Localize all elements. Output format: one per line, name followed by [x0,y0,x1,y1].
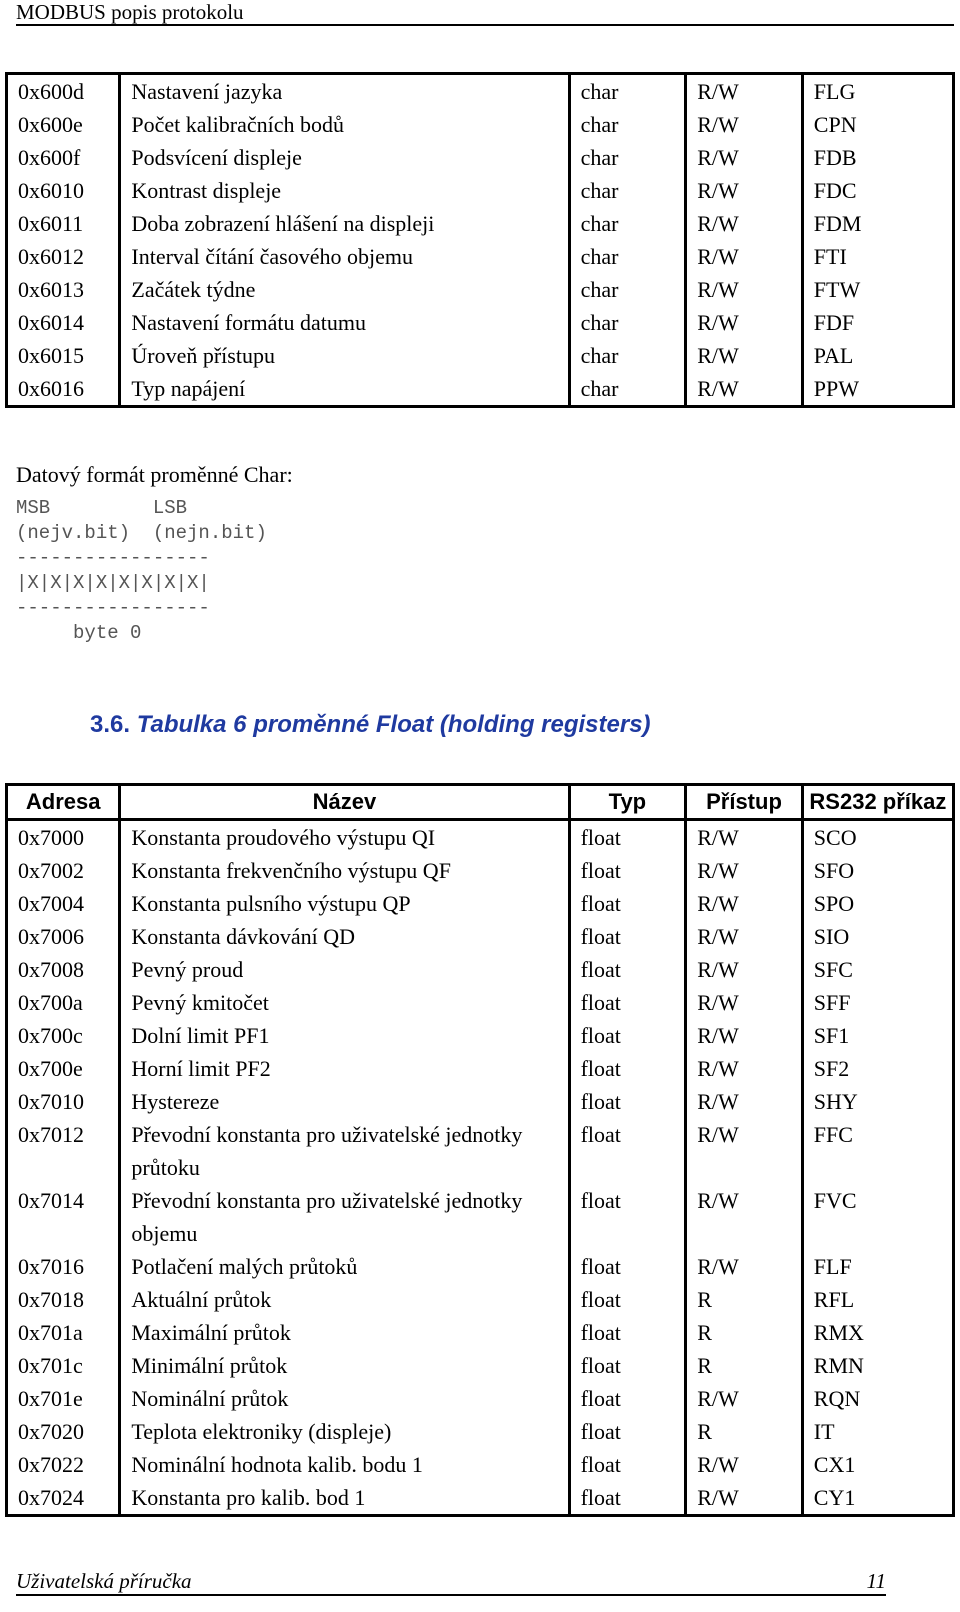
cell-type: char [569,306,686,339]
cell-address: 0x600f [18,145,81,170]
cell-name: Typ napájení [120,372,569,407]
cell-name: Aktuální průtok [120,1283,569,1316]
cell-type: float [569,1448,686,1481]
cell-command: RQN [802,1382,953,1415]
cell-name: Maximální průtok [120,1316,569,1349]
cell-command: SFF [802,986,953,1019]
cell-address: 0x700e [18,1056,83,1081]
cell-access: R [686,1283,803,1316]
table-row [7,141,954,174]
cell-address: 0x700c [18,1023,83,1048]
cell-command: SFO [802,854,953,887]
cell-name: Konstanta dávkování QD [120,920,569,953]
cell-name: Nominální průtok [120,1382,569,1415]
cell-address: 0x701a [18,1320,83,1345]
cell-type: char [569,240,686,273]
cell-name: Hystereze [120,1085,569,1118]
table-header-row [7,785,954,820]
cell-access: R/W [686,854,803,887]
cell-name: Potlačení malých průtoků [120,1250,569,1283]
cell-address: 0x7002 [18,858,84,883]
cell-type: float [569,1382,686,1415]
cell-command: FDB [802,141,953,174]
char-registers-table [5,72,955,408]
cell-command: FLF [802,1250,953,1283]
cell-access: R/W [686,1448,803,1481]
cell-type: float [569,1118,686,1184]
cell-type: char [569,108,686,141]
cell-command: SCO [802,820,953,855]
cell-address: 0x7000 [18,825,84,850]
cell-command: FDM [802,207,953,240]
cell-name: Doba zobrazení hlášení na displeji [120,207,569,240]
cell-access: R/W [686,240,803,273]
table-row [7,339,954,372]
cell-type: char [569,141,686,174]
cell-address: 0x7024 [18,1485,84,1510]
cell-name: Nominální hodnota kalib. bodu 1 [120,1448,569,1481]
table-row [7,1349,954,1382]
table-row [7,1382,954,1415]
cell-name: Dolní limit PF1 [120,1019,569,1052]
cell-access: R/W [686,306,803,339]
cell-type: float [569,986,686,1019]
cell-command: FVC [802,1184,953,1250]
table-row [7,953,954,986]
cell-access: R/W [686,1118,803,1184]
table-row [7,1019,954,1052]
table-row [7,1448,954,1481]
cell-command: CPN [802,108,953,141]
cell-access: R [686,1316,803,1349]
cell-command: RMX [802,1316,953,1349]
cell-address: 0x7004 [18,891,84,916]
cell-type: float [569,1052,686,1085]
cell-name: Pevný kmitočet [120,986,569,1019]
cell-name: Konstanta frekvenčního výstupu QF [120,854,569,887]
section-number: 3.6. [90,711,131,738]
cell-command: FLG [802,74,953,109]
cell-type: char [569,273,686,306]
section-heading [90,710,651,740]
table-row [7,1085,954,1118]
cell-access: R/W [686,1085,803,1118]
table-row [7,887,954,920]
cell-access: R/W [686,74,803,109]
table-row [7,306,954,339]
cell-address: 0x7022 [18,1452,84,1477]
cell-name: Teplota elektroniky (displeje) [120,1415,569,1448]
cell-command: SPO [802,887,953,920]
cell-address: 0x600e [18,112,83,137]
cell-access: R/W [686,1382,803,1415]
cell-name: Začátek týdne [120,273,569,306]
cell-access: R/W [686,986,803,1019]
cell-access: R/W [686,1019,803,1052]
cell-address: 0x7014 [18,1188,84,1213]
cell-access: R [686,1415,803,1448]
cell-command: IT [802,1415,953,1448]
cell-type: float [569,1283,686,1316]
cell-type: float [569,854,686,887]
cell-address: 0x6011 [18,211,84,236]
cell-access: R [686,1349,803,1382]
table-row [7,1250,954,1283]
cell-type: float [569,1019,686,1052]
cell-address: 0x6013 [18,277,84,302]
cell-address: 0x7016 [18,1254,84,1279]
cell-access: R/W [686,339,803,372]
cell-address: 0x701e [18,1386,83,1411]
cell-address: 0x7008 [18,957,84,982]
cell-address: 0x6014 [18,310,84,335]
table-row [7,1283,954,1316]
cell-access: R/W [686,1481,803,1516]
cell-access: R/W [686,273,803,306]
cell-address: 0x6010 [18,178,84,203]
cell-command: FDC [802,174,953,207]
cell-name: Konstanta pulsního výstupu QP [120,887,569,920]
footer-title: Uživatelská příručka [16,1569,192,1593]
cell-address: 0x7006 [18,924,84,949]
cell-access: R/W [686,820,803,855]
cell-command: CX1 [802,1448,953,1481]
cell-access: R/W [686,108,803,141]
cell-command: RMN [802,1349,953,1382]
header-access: Přístup [686,785,803,820]
float-registers-table [5,783,955,1517]
table-row [7,1481,954,1516]
cell-access: R/W [686,887,803,920]
cell-command: SF1 [802,1019,953,1052]
cell-type: char [569,339,686,372]
cell-access: R/W [686,372,803,407]
cell-access: R/W [686,953,803,986]
cell-address: 0x600d [18,79,84,104]
cell-access: R/W [686,207,803,240]
section-title-text: Tabulka 6 proměnné Float (holding registers) [136,711,651,738]
header-rs232-command: RS232 příkaz [802,785,953,820]
cell-name: Podsvícení displeje [120,141,569,174]
cell-type: float [569,1481,686,1516]
cell-command: FFC [802,1118,953,1184]
cell-type: float [569,887,686,920]
cell-type: float [569,920,686,953]
cell-address: 0x7010 [18,1089,84,1114]
cell-command: PPW [802,372,953,407]
cell-command: SHY [802,1085,953,1118]
cell-type: char [569,174,686,207]
cell-name: Nastavení jazyka [120,74,569,109]
cell-type: float [569,1349,686,1382]
cell-address: 0x700a [18,990,83,1015]
cell-command: RFL [802,1283,953,1316]
table-row [7,1118,954,1184]
cell-command: CY1 [802,1481,953,1516]
cell-address: 0x6016 [18,376,84,401]
table-row [7,820,954,855]
cell-name: Konstanta pro kalib. bod 1 [120,1481,569,1516]
cell-type: float [569,1316,686,1349]
cell-command: SF2 [802,1052,953,1085]
cell-name: Kontrast displeje [120,174,569,207]
cell-name: Nastavení formátu datumu [120,306,569,339]
table-row [7,854,954,887]
table-row [7,108,954,141]
header-type: Typ [569,785,686,820]
cell-name: Konstanta proudového výstupu QI [120,820,569,855]
table-row [7,240,954,273]
cell-type: char [569,207,686,240]
page-footer [16,1568,886,1596]
header-address: Adresa [7,785,120,820]
cell-address: 0x701c [18,1353,83,1378]
cell-address: 0x7018 [18,1287,84,1312]
cell-name: Úroveň přístupu [120,339,569,372]
cell-type: float [569,1250,686,1283]
cell-access: R/W [686,174,803,207]
table-row [7,1052,954,1085]
cell-access: R/W [686,1250,803,1283]
cell-access: R/W [686,141,803,174]
char-format-diagram: MSB LSB (nejv.bit) (nejn.bit) ----------------- |X|X|X|X|X|X|X|X| ----------------- byte 0 [16,497,267,644]
cell-command: FTI [802,240,953,273]
table-row [7,1415,954,1448]
cell-name: Počet kalibračních bodů [120,108,569,141]
cell-command: FDF [802,306,953,339]
cell-name: Horní limit PF2 [120,1052,569,1085]
table-row [7,986,954,1019]
table-row [7,372,954,407]
cell-access: R/W [686,1184,803,1250]
cell-name: Převodní konstanta pro uživatelské jednotky objemu [120,1184,569,1250]
table-row [7,1316,954,1349]
cell-name: Minimální průtok [120,1349,569,1382]
table-row [7,174,954,207]
cell-type: float [569,1415,686,1448]
char-format-label: Datový formát proměnné Char: [16,462,293,487]
table-row [7,74,954,109]
header-name: Název [120,785,569,820]
cell-access: R/W [686,1052,803,1085]
cell-command: SFC [802,953,953,986]
cell-type: float [569,820,686,855]
cell-address: 0x7012 [18,1122,84,1147]
table-row [7,920,954,953]
page-header: MODBUS popis protokolu [16,0,954,26]
cell-command: FTW [802,273,953,306]
cell-address: 0x6015 [18,343,84,368]
cell-address: 0x6012 [18,244,84,269]
cell-name: Převodní konstanta pro uživatelské jednotky průtoku [120,1118,569,1184]
cell-command: SIO [802,920,953,953]
cell-type: float [569,1184,686,1250]
table-row [7,273,954,306]
table-row [7,207,954,240]
table-row [7,1184,954,1250]
cell-access: R/W [686,920,803,953]
cell-address: 0x7020 [18,1419,84,1444]
cell-name: Interval čítání časového objemu [120,240,569,273]
cell-type: char [569,372,686,407]
cell-name: Pevný proud [120,953,569,986]
page-number: 11 [866,1569,886,1593]
cell-type: char [569,74,686,109]
cell-type: float [569,1085,686,1118]
cell-command: PAL [802,339,953,372]
cell-type: float [569,953,686,986]
